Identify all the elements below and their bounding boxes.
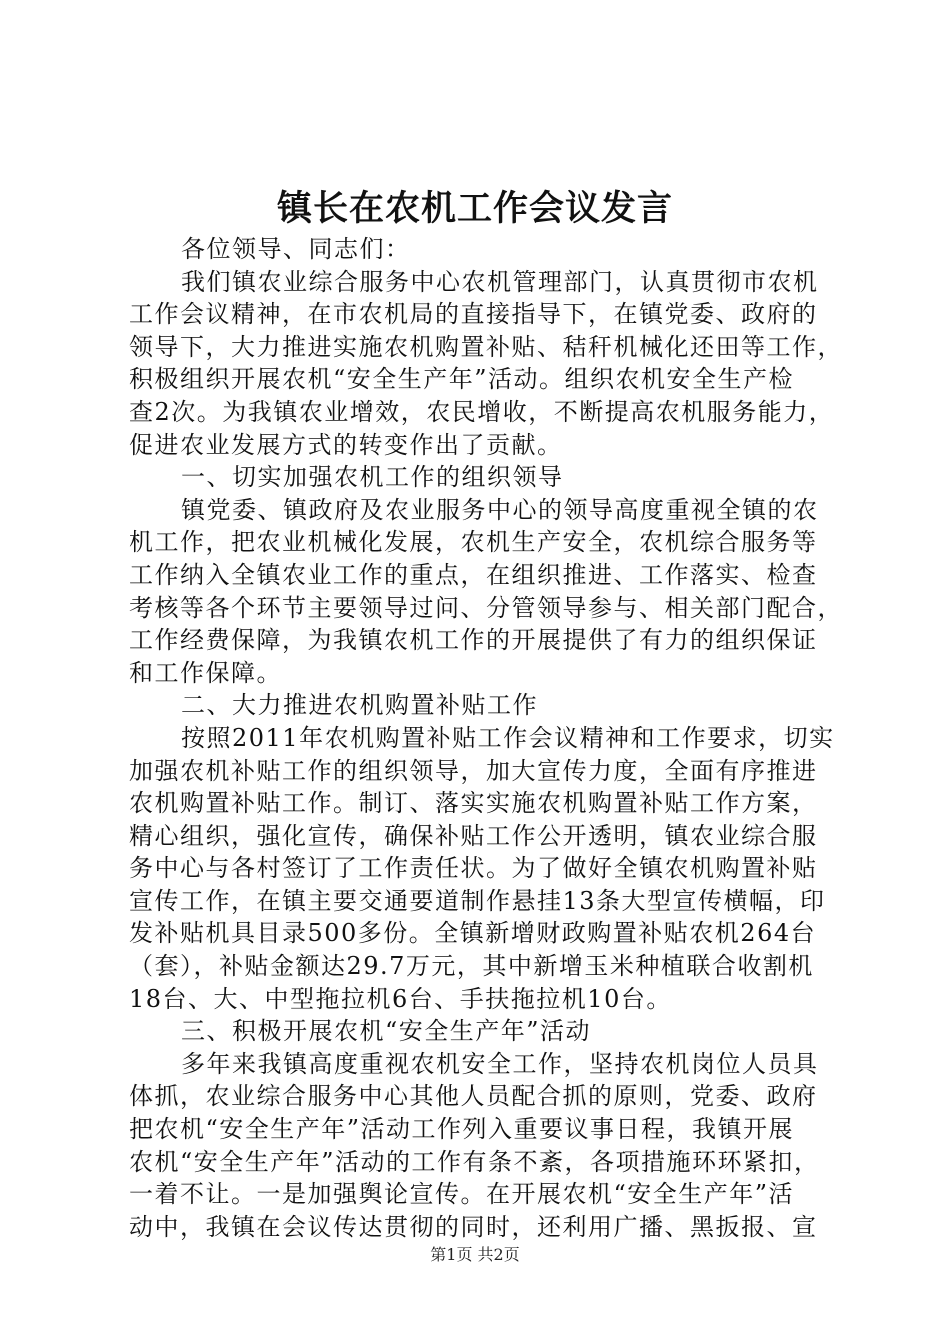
paragraph-line: 发补贴机具目录500多份。全镇新增财政购置补贴农机264台 [129, 919, 817, 948]
paragraph-line: 动中，我镇在会议传达贯彻的同时，还利用广播、黑扳报、宣 [129, 1212, 818, 1241]
paragraph-line: 按照2011年农机购置补贴工作会议精神和工作要求，切实 [181, 723, 835, 752]
page-number-footer: 第1页 共2页 [430, 1245, 520, 1264]
document-body [129, 233, 843, 1243]
paragraph-line: 精心组织，强化宣传，确保补贴工作公开透明，镇农业综合服 [129, 821, 818, 850]
paragraph-line: 镇党委、镇政府及农业服务中心的领导高度重视全镇的农 [181, 495, 819, 524]
paragraph-line: 领导下，大力推进实施农机购置补贴、秸秆机械化还田等工作， [129, 332, 843, 361]
paragraph-line: 多年来我镇高度重视农机安全工作，坚持农机岗位人员具 [181, 1049, 819, 1078]
paragraph-line: 工作经费保障，为我镇农机工作的开展提供了有力的组织保证 [129, 626, 818, 655]
paragraph-line: 农机“安全生产年”活动的工作有条不紊，各项措施环环紧扣， [129, 1147, 820, 1176]
paragraph-line: 一着不让。一是加强舆论宣传。在开展农机“安全生产年”活 [129, 1180, 795, 1209]
paragraph-line: 体抓，农业综合服务中心其他人员配合抓的原则，党委、政府 [129, 1082, 818, 1111]
paragraph-line: 积极组织开展农机“安全生产年”活动。组织农机安全生产检 [129, 365, 795, 394]
paragraph-line: （套），补贴金额达29.7万元，其中新增玉米种植联合收割机 [129, 952, 814, 981]
paragraph-line: 我们镇农业综合服务中心农机管理部门，认真贯彻市农机 [181, 267, 819, 296]
paragraph-line: 把农机“安全生产年”活动工作列入重要议事日程，我镇开展 [129, 1115, 795, 1144]
section-heading-1: 一、切实加强农机工作的组织领导 [181, 463, 564, 492]
document-title: 镇长在农机工作会议发言 [276, 188, 673, 229]
section-heading-2: 二、大力推进农机购置补贴工作 [181, 691, 538, 720]
paragraph-line: 务中心与各村签订了工作责任状。为了做好全镇农机购置补贴 [129, 854, 818, 883]
paragraph-line: 机工作，把农业机械化发展，农机生产安全，农机综合服务等 [129, 528, 818, 557]
paragraph-line: 工作纳入全镇农业工作的重点，在组织推进、工作落实、检查 [129, 560, 818, 589]
paragraph-line: 工作会议精神，在市农机局的直接指导下，在镇党委、政府的 [129, 300, 818, 329]
paragraph-line: 加强农机补贴工作的组织领导，加大宣传力度，全面有序推进 [129, 756, 818, 785]
paragraph-line: 和工作保障。 [129, 658, 282, 687]
paragraph-line: 18台、大、中型拖拉机6台、手扶拖拉机10台。 [129, 984, 672, 1013]
paragraph-line: 考核等各个环节主要领导过问、分管领导参与、相关部门配合， [129, 593, 843, 622]
paragraph-line: 宣传工作，在镇主要交通要道制作悬挂13条大型宣传横幅，印 [129, 886, 826, 915]
paragraph-line: 促进农业发展方式的转变作出了贡献。 [129, 430, 563, 459]
section-heading-3: 三、积极开展农机“安全生产年”活动 [181, 1017, 592, 1046]
salutation-line: 各位领导、同志们： [181, 235, 411, 263]
paragraph-line: 农机购置补贴工作。制订、落实实施农机购置补贴工作方案， [129, 789, 818, 818]
paragraph-line: 查2次。为我镇农业增效，农民增收，不断提高农机服务能力， [129, 397, 835, 426]
